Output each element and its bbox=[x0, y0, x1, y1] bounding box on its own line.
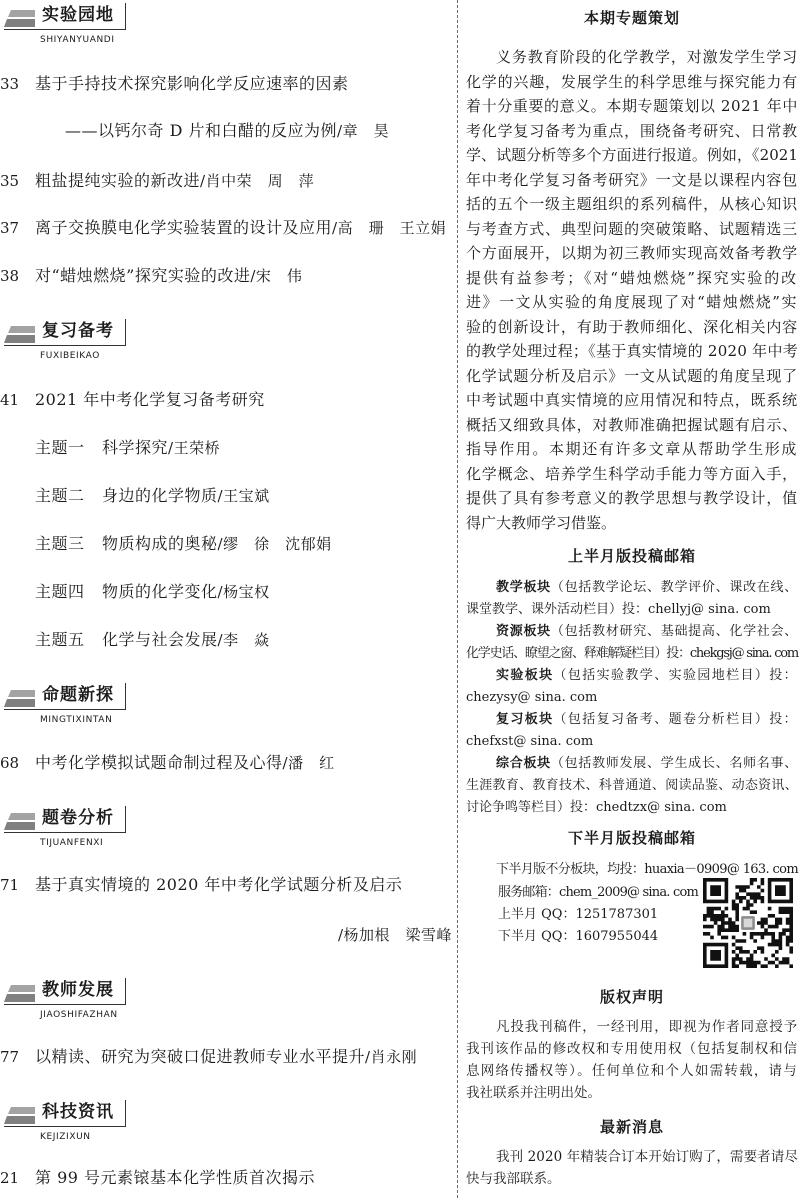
upper-mail-title: 上半月版投稿邮箱 bbox=[567, 547, 696, 565]
topic-author: /李 焱 bbox=[217, 631, 270, 649]
stripes-icon bbox=[4, 984, 36, 1003]
text-line: 年中考化学复习备考研究》一文是以课程内容包 bbox=[466, 170, 798, 189]
lower-qq: 下半月 QQ：1607955044 bbox=[498, 929, 659, 944]
board-email: chezysy@ sina. com bbox=[466, 690, 598, 705]
page-number: 68 bbox=[0, 754, 20, 772]
toc-entry bbox=[0, 73, 456, 95]
topic-author: /王荣桥 bbox=[168, 439, 221, 457]
stripes-icon bbox=[4, 325, 36, 344]
text-line: 化学的兴趣，发展学生的科学思维与探究能力有 bbox=[466, 72, 798, 91]
text-line: 考化学复习备考为重点，围绕备考研究、日常教 bbox=[466, 121, 798, 140]
page-number: 21 bbox=[0, 1169, 20, 1187]
topic-title: 身边的化学物质 bbox=[102, 486, 218, 505]
entry-title: 中考化学模拟试题命制过程及心得 bbox=[35, 753, 283, 772]
news-text bbox=[466, 1146, 798, 1190]
topic-title: 化学与社会发展 bbox=[102, 630, 218, 649]
topic-author: /缪 徐 沈郁娟 bbox=[217, 535, 332, 553]
entry-title: 2021 年中考化学复习备考研究 bbox=[35, 390, 265, 409]
mail-line bbox=[466, 599, 798, 621]
text-line: 个方面展开，以期为初三教师实现高效备考教学 bbox=[466, 244, 798, 262]
board-desc: （包括教师发展、学生成长、名师名事、 bbox=[550, 756, 798, 771]
section-title: 教师发展 bbox=[42, 980, 114, 1000]
text-line: 凡投我刊稿件，一经刊用，即视为作者同意授予 bbox=[496, 1019, 798, 1035]
page-number: 37 bbox=[0, 219, 20, 237]
text-line: 义务教育阶段的化学教学，对激发学生学习 bbox=[496, 48, 798, 66]
feature-text bbox=[466, 45, 798, 535]
mail-line bbox=[466, 753, 798, 775]
board-desc: （包括复习备考、题卷分析栏目）投： bbox=[553, 712, 798, 727]
toc-entry bbox=[0, 170, 456, 192]
mail-line bbox=[466, 643, 798, 665]
news-title: 最新消息 bbox=[599, 1118, 664, 1136]
section-title: 科技资讯 bbox=[42, 1102, 114, 1122]
board-label: 资源板块 bbox=[496, 624, 551, 639]
lower-mail-text: 下半月版不分板块，均投：huaxia－0909@ 163. com bbox=[496, 862, 798, 877]
mail-line bbox=[466, 621, 798, 643]
entry-title: 对“蜡烛燃烧”探究实验的改进 bbox=[35, 266, 251, 285]
entry-title: 粗盐提纯实验的新改进 bbox=[35, 171, 201, 190]
entry-title: 基于手持技术探究影响化学反应速率的因素 bbox=[35, 74, 349, 93]
entry-author: /高 珊 王立娟 bbox=[332, 219, 447, 237]
toc-entry bbox=[0, 1046, 456, 1068]
section-header bbox=[0, 803, 210, 851]
entry-title: 以精读、研究为突破口促进教师专业水平提升 bbox=[35, 1047, 366, 1066]
entry-author: /宋 伟 bbox=[250, 267, 303, 285]
text-line: 与考查方式、典型问题的突破策略、试题精选三 bbox=[466, 219, 798, 238]
text-line: 进》一文从实验的角度展现了对“蜡烛燃烧”实 bbox=[466, 293, 798, 311]
stripes-icon bbox=[4, 1106, 36, 1125]
topic-author: /杨宝权 bbox=[217, 583, 270, 601]
toc-entry-subtitle bbox=[0, 120, 456, 142]
toc-entry bbox=[0, 265, 456, 287]
topic-title: 物质构成的奥秘 bbox=[102, 534, 218, 553]
section-title: 命题新探 bbox=[42, 685, 114, 705]
entry-author: /肖中荣 周 萍 bbox=[200, 172, 315, 190]
topic-label: 主题二 bbox=[35, 486, 85, 505]
toc-entry bbox=[0, 1167, 456, 1189]
toc-entry bbox=[0, 874, 456, 896]
toc-topic bbox=[0, 581, 456, 603]
mail-line bbox=[466, 709, 798, 731]
text-line: 中考试题中真实情境的应用情况和特点，既系统 bbox=[466, 391, 798, 409]
section-title: 实验园地 bbox=[42, 5, 114, 25]
stripes-icon bbox=[4, 812, 36, 831]
text-line: 概括又细致具体，对教师准确把握试题有启示、 bbox=[466, 415, 798, 434]
mail-line bbox=[466, 687, 798, 709]
section-header bbox=[0, 1097, 210, 1145]
entry-author: /肖永刚 bbox=[365, 1048, 418, 1066]
toc-entry-author-line bbox=[0, 924, 456, 946]
text-line: 我刊 2020 年精装合订本开始订购了，需要者请尽 bbox=[496, 1149, 798, 1165]
entry-author: /潘 红 bbox=[282, 754, 335, 772]
text-line: 括的五个一级主题组织的系列稿件，从核心知识 bbox=[466, 195, 798, 213]
stripes-icon bbox=[4, 9, 36, 28]
text-line: 指导作用。本期还有许多文章从帮助学生形成 bbox=[466, 440, 798, 458]
text-line: 的教学处理过程；《基于真实情境的 2020 年中考 bbox=[466, 342, 798, 360]
text-line: 着十分重要的意义。本期专题策划以 2021 年中 bbox=[466, 97, 798, 115]
section-pinyin: JIAOSHIFAZHAN bbox=[40, 1010, 118, 1020]
toc-entry bbox=[0, 752, 456, 774]
section-header bbox=[0, 316, 210, 364]
text-line: 提供了具有参考意义的教学思想与教学设计，值 bbox=[466, 489, 798, 507]
mail-line bbox=[466, 665, 798, 687]
entry-author: /章 昊 bbox=[337, 122, 390, 140]
upper-qq: 上半月 QQ：1251787301 bbox=[498, 907, 659, 922]
board-label: 复习板块 bbox=[496, 712, 554, 727]
board-email: 化学史话、瞭望之窗、释难解疑栏目）投：chekgsj@ sina. com bbox=[466, 646, 798, 661]
section-title: 复习备考 bbox=[42, 321, 114, 341]
mail-line bbox=[466, 731, 798, 753]
copyright-title: 版权声明 bbox=[599, 988, 664, 1006]
section-pinyin: KEJIZIXUN bbox=[40, 1132, 91, 1142]
topic-label: 主题四 bbox=[35, 582, 85, 601]
page-number: 35 bbox=[0, 172, 20, 190]
board-label: 教学板块 bbox=[496, 580, 551, 595]
service-email: 服务邮箱：chem_2009@ sina. com bbox=[498, 885, 698, 900]
board-desc: （包括实验教学、实验园地栏目）投： bbox=[553, 668, 798, 683]
entry-author: /杨加根 梁雪峰 bbox=[337, 926, 452, 944]
entry-title: 基于真实情境的 2020 年中考化学试题分析及启示 bbox=[35, 875, 403, 894]
text-line: 化学概念、培养学生科学动手能力等方面入手， bbox=[466, 464, 798, 483]
topic-title: 物质的化学变化 bbox=[102, 582, 218, 601]
entry-title: 离子交换膜电化学实验装置的设计及应用 bbox=[35, 218, 333, 237]
board-email: 课堂教学、课外活动栏目）投：chellyj@ sina. com bbox=[466, 602, 771, 617]
board-label: 实验板块 bbox=[496, 668, 554, 683]
section-pinyin: SHIYANYUANDI bbox=[40, 35, 115, 45]
mail-line bbox=[466, 775, 798, 797]
page-number: 41 bbox=[0, 391, 20, 409]
topic-title: 科学探究 bbox=[102, 438, 169, 457]
page-number: 38 bbox=[0, 267, 20, 285]
text-line: 学、试题分析等多个方面进行报道。例如，《2021 bbox=[466, 146, 798, 164]
upper-mail-list bbox=[466, 577, 798, 819]
toc-topic bbox=[0, 533, 456, 555]
copyright-text bbox=[466, 1016, 798, 1104]
page-number: 71 bbox=[0, 876, 20, 894]
text-line: 我刊该作品的修改权和专用使用权（包括复制权和信 bbox=[466, 1041, 798, 1057]
board-email: chefxst@ sina. com bbox=[466, 734, 594, 749]
entry-title: 第 99 号元素锿基本化学性质首次揭示 bbox=[35, 1168, 316, 1187]
board-email: 讨论争鸣等栏目）投：chedtzx@ sina. com bbox=[466, 800, 727, 815]
page-number: 77 bbox=[0, 1048, 20, 1066]
section-title: 题卷分析 bbox=[42, 808, 114, 828]
mail-line bbox=[466, 577, 798, 599]
page-number: 33 bbox=[0, 75, 20, 93]
stripes-icon bbox=[4, 689, 36, 708]
mail-line bbox=[466, 797, 798, 819]
topic-label: 主题三 bbox=[35, 534, 85, 553]
board-label: 综合板块 bbox=[496, 756, 551, 771]
board-desc: （包括教学论坛、教学评价、课改在线、 bbox=[550, 580, 798, 595]
text-line: 我社联系并注明出处。 bbox=[466, 1085, 601, 1101]
toc-entry bbox=[0, 389, 456, 411]
toc-topic bbox=[0, 485, 456, 507]
board-desc: （包括教材研究、基础提高、化学社会、 bbox=[550, 624, 798, 639]
entry-subtitle: ——以钙尔奇 D 片和白醋的反应为例 bbox=[65, 121, 338, 140]
text-line: 提供有益参考；《对“蜡烛燃烧”探究实验的改 bbox=[466, 268, 798, 287]
board-desc: 生涯教育、教育技术、科普通道、阅读品鉴、动态资讯、 bbox=[466, 778, 798, 793]
contact-info bbox=[498, 882, 698, 948]
toc-topic bbox=[0, 629, 456, 651]
section-header bbox=[0, 0, 210, 48]
section-header bbox=[0, 975, 210, 1023]
toc-entry bbox=[0, 217, 456, 239]
section-pinyin: MINGTIXINTAN bbox=[40, 715, 113, 725]
topic-label: 主题五 bbox=[35, 630, 85, 649]
text-line: 息网络传播权等）。任何单位和个人如需转载，请与 bbox=[466, 1063, 798, 1079]
toc-topic bbox=[0, 437, 456, 459]
topic-author: /王宝斌 bbox=[217, 487, 270, 505]
feature-title: 本期专题策划 bbox=[583, 9, 680, 27]
text-line: 得广大教师学习借鉴。 bbox=[466, 513, 617, 532]
text-line: 化学试题分析及启示》一文从试题的角度呈现了 bbox=[466, 366, 798, 385]
lower-mail-title: 下半月版投稿邮箱 bbox=[567, 829, 696, 847]
column-divider bbox=[457, 0, 458, 1198]
qr-code-icon bbox=[703, 878, 793, 968]
text-line: 验的创新设计，有助于教师细化、深化相关内容 bbox=[466, 317, 798, 336]
section-pinyin: FUXIBEIKAO bbox=[40, 351, 100, 361]
text-line: 快与我部联系。 bbox=[466, 1171, 561, 1187]
topic-label: 主题一 bbox=[35, 438, 85, 457]
section-pinyin: TIJUANFENXI bbox=[40, 838, 104, 848]
section-header bbox=[0, 680, 210, 728]
